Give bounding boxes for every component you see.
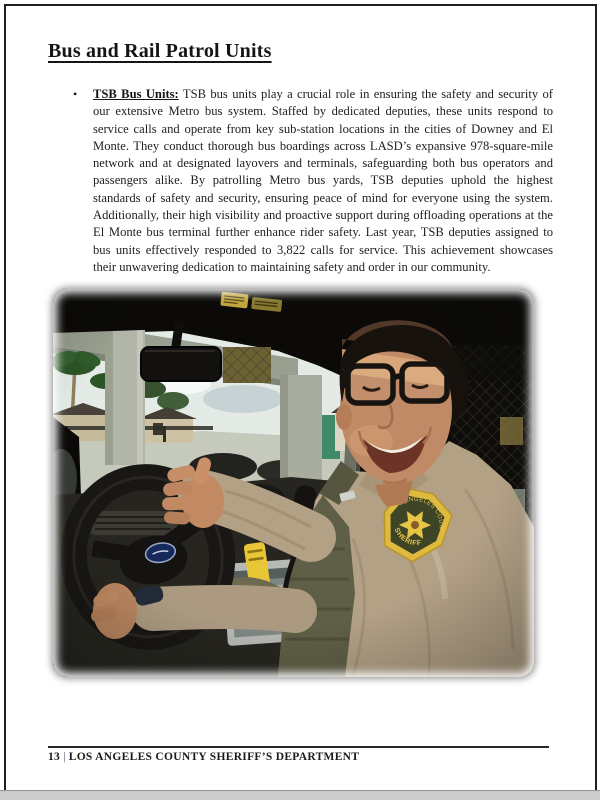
bullet-lead: TSB Bus Units: (93, 87, 179, 101)
bullet-marker: • (73, 87, 78, 101)
footer-rule (48, 746, 549, 748)
footer-separator: | (63, 751, 66, 763)
page-title: Bus and Rail Patrol Units (48, 40, 272, 62)
footer-department: LOS ANGELES COUNTY SHERIFF’S DEPARTMENT (68, 751, 360, 763)
bullet-text: TSB bus units play a crucial role in ensuring the safety and security of our extensive Metro bus system. Staffed by dedicated deputies, these units respond to service calls and operate from key sub-station locations in the cities of Downey and El Monte. They conduct thorough bus boardings across LASD’s expansive 978-square-mile network and at designated layovers and terminals, safeguarding both bus operators and passengers alike. By patrolling Metro bus yards, TSB deputies uphold the highest standards of safety and security, ensuring peace of mind for everyone using the system. Additionally, their high visibility and proactive support during offloading operations at the El Monte bus terminal further enhance rider safety. Last year, TSB deputies assigned to bus units effectively responded to 3,822 calls for service. This achievement showcases their unwavering dedication to maintaining safety and order in our community. (93, 87, 553, 274)
photo-vignette (53, 289, 534, 677)
bullet-item (73, 86, 555, 276)
page-footer (48, 751, 359, 763)
bullet-paragraph (93, 86, 553, 276)
deputy-patrol-photo (53, 289, 534, 677)
viewer-bottom-strip (0, 790, 600, 800)
page-number: 13 (48, 751, 61, 763)
